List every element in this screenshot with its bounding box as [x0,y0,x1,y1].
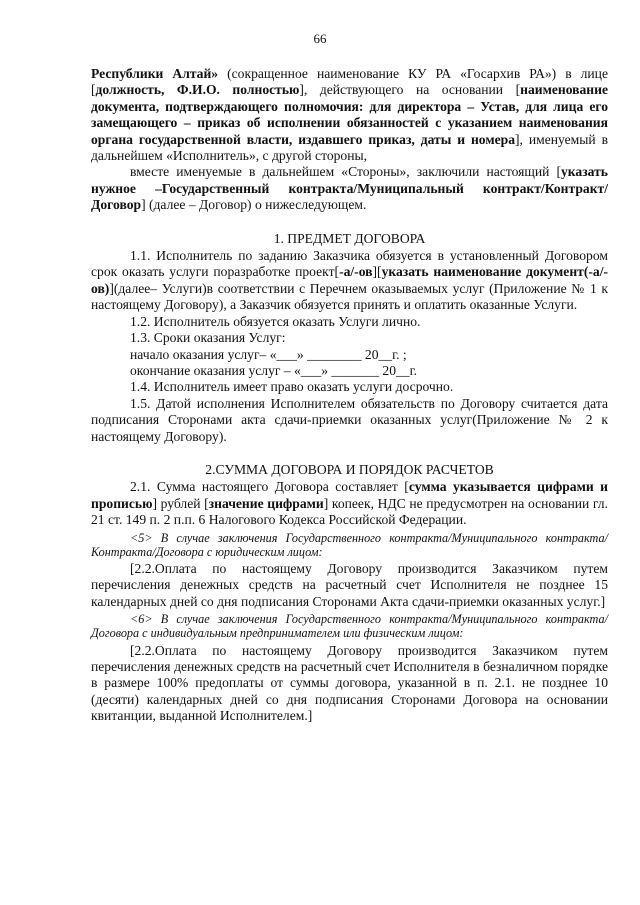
clause-1-1-placeholder-1: -а/-ов [339,264,373,280]
amount-words-placeholder: сумма указывается цифрами и прописью [91,479,608,511]
intro-paragraph [91,66,608,164]
clause-2-2-individual: [2.2.Оплата по настоящему Договору производится Заказчиком путем перечисления денежных средств на расчетный счет Исполнителя в безналичном порядке в размере 100% предоплаты от суммы договора, указанной в п. 2.1. не позднее 10 (десяти) календарных дней со дня подписания Сторонами Договора на основании квитанции, выданной Исполнителем.] [91,642,608,724]
clause-2-1 [91,479,608,528]
parties-text-2: ] (далее – Договор) о нижеследующем. [141,197,367,213]
contract-type-placeholder: указать нужное –Государственный контракта/Муниципальный контракт/Контракт/Договор [91,164,608,213]
position-placeholder: должность, Ф.И.О. полностью [95,82,300,98]
page-number: 66 [313,31,327,46]
service-start-date: начало оказания услуг– «___» ________ 20__г. ; [130,346,407,362]
kopecks-placeholder: значение цифрами [208,495,324,511]
parties-paragraph [91,164,608,213]
clause-2-2-legal-entity: [2.2.Оплата по настоящему Договору производится Заказчиком путем перечисления денежных средств на расчетный счет Исполнителя не позднее 15 календарных дней со дня подписания Сторонами Акта сдачи-приемки оказанных услуг.] [91,560,608,609]
footnote-5: <5> В случае заключения Государственного контракта/Муниципального контракта/Контракта/Договора с юридическим лицом: [91,530,608,559]
clause-1-1-text-1: 1.1. Исполнитель по заданию Заказчика обязуется в установленный Договором срок оказать услуги поразработке проект[ [91,248,608,280]
document-body [91,66,608,725]
basis-placeholder: наименование документа, подтверждающего полномочия: для директора – Устав, для лица его замещающего – приказ об исполнении обязанностей с указанием наименования органа государственной власти, издавшего приказ, даты и номера [91,82,608,147]
footnote-6: <6> В случае заключения Государственного контракта/Муниципального контракта/Договора с индивидуальным предпринимателем или физическим лицом: [91,612,608,641]
intro-text-1: (сокращенное наименование КУ РА «Госархив РА») в лице [ [91,66,608,98]
clause-1-1 [91,248,608,314]
clause-2-1-text-2: ] рублей [ [152,495,209,511]
clause-2-1-text-1: 2.1. Сумма настоящего Договора составляет [ [130,479,409,495]
parties-text-1: вместе именуемые в дальнейшем «Стороны», заключили настоящий [ [130,164,561,180]
clause-1-1-placeholder-2: указать наименование документ(-а/-ов) [91,264,608,296]
clause-1-3: 1.3. Сроки оказания Услуг: [130,330,286,346]
clause-1-5: 1.5. Датой исполнения Исполнителем обязательств по Договору считается дата подписания Сторонами акта сдачи-приемки оказанных услуг(Приложение № 2 к настоящему Договору). [91,395,608,444]
section-2-heading: 2.СУММА ДОГОВОРА И ПОРЯДОК РАСЧЕТОВ [205,461,494,477]
clause-1-1-text-2: ][ [372,264,382,280]
service-end-date: окончание оказания услуг – «___» _______ 20__г. [130,362,418,378]
clause-1-1-text-3: ](далее– Услуги)в соответствии с Перечнем оказываемых услуг (Приложение № 1 к настоящему Договору), а Заказчик обязуется принять и оплатить оказанные Услуги. [91,280,608,313]
clause-2-1-text-3: ] копеек, НДС не предусмотрен на основании гл. 21 ст. 149 п. 2 п.п. 6 Налогового Кодекса Российской Федерации. [91,495,608,528]
clause-1-2: 1.2. Исполнитель обязуется оказать Услуги лично. [130,313,421,329]
clause-1-4: 1.4. Исполнитель имеет право оказать услуги досрочно. [130,379,454,395]
intro-text-3: ], именуемый в дальнейшем «Исполнитель», с другой стороны, [91,131,608,164]
section-1-heading: 1. ПРЕДМЕТ ДОГОВОРА [273,230,426,246]
intro-text-2: ], действующего на основании [ [299,82,521,98]
org-name: Республики Алтай» [91,66,219,81]
